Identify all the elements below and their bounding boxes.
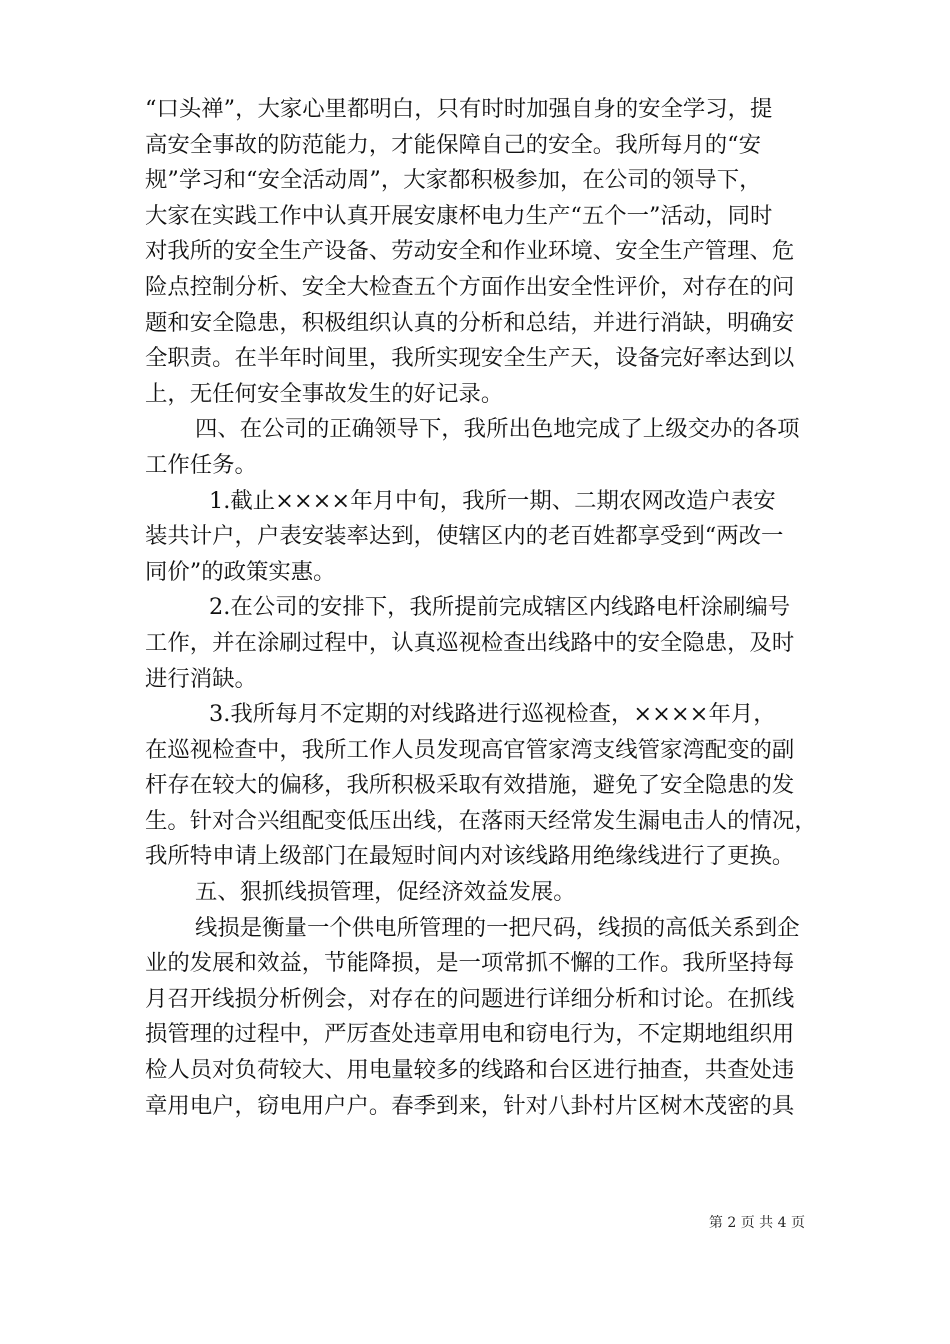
text-line: “口头禅”，大家心里都明白，只有时时加强自身的安全学习，提 [145, 96, 773, 122]
text-line: 高安全事故的防范能力，才能保障自己的安全。我所每月的“安 [145, 131, 761, 158]
text-line: 大家在实践工作中认真开展安康杯电力生产“五个一”活动，同时 [145, 202, 773, 229]
text-line: 章用电户，窃电用户户。春季到来，针对八卦村片区树木茂密的具 [145, 1092, 795, 1119]
page-number-footer: 第 2 页 共 4 页 [708, 1215, 805, 1231]
text-line: 全职责。在半年时间里，我所实现安全生产天，设备完好率达到以 [145, 345, 795, 372]
text-line: 月召开线损分析例会，对存在的问题进行详细分析和讨论。在抓线 [145, 985, 795, 1012]
section-heading-4: 四、在公司的正确领导下，我所出色地完成了上级交办的各项 [195, 416, 800, 443]
text-line: 上，无任何安全事故发生的好记录。 [145, 380, 504, 407]
text-line: 我所特申请上级部门在最短时间内对该线路用绝缘线进行了更换。 [145, 843, 795, 870]
list-item-1: 1.截止××××年月中旬，我所一期、二期农网改造户表安 [209, 487, 776, 514]
text-line: 业的发展和效益，节能降损，是一项常抓不懈的工作。我所坚持每 [145, 950, 795, 977]
list-item-3: 3.我所每月不定期的对线路进行巡视检查，××××年月， [209, 701, 776, 728]
text-line: 题和安全隐患，积极组织认真的分析和总结，并进行消缺，明确安 [145, 309, 795, 336]
text-line: 同价”的政策实惠。 [145, 558, 336, 585]
text-line: 装共计户，户表安装率达到，使辖区内的老百姓都享受到“两改一 [145, 523, 784, 550]
text-line: 进行消缺。 [145, 665, 257, 692]
text-line: 杆存在较大的偏移，我所积极采取有效措施，避免了安全隐患的发 [145, 772, 795, 799]
text-line: 检人员对负荷较大、用电量较多的线路和台区进行抽查，共查处违 [145, 1057, 795, 1084]
text-line: 工作，并在涂刷过程中，认真巡视检查出线路中的安全隐患，及时 [145, 629, 795, 656]
text-line: 规”学习和“安全活动周”，大家都积极参加，在公司的领导下， [145, 167, 762, 194]
body-text [145, 92, 815, 1124]
text-line: 在巡视检查中，我所工作人员发现高官管家湾支线管家湾配变的副 [145, 736, 795, 763]
text-line: 损管理的过程中，严厉查处违章用电和窃电行为，不定期地组织用 [145, 1021, 795, 1048]
section-heading-5: 五、狠抓线损管理，促经济效益发展。 [195, 879, 576, 906]
text-line: 对我所的安全生产设备、劳动安全和作业环境、安全生产管理、危 [145, 238, 795, 265]
text-line: 工作任务。 [145, 451, 257, 478]
list-item-2: 2.在公司的安排下，我所提前完成辖区内线路电杆涂刷编号 [209, 594, 791, 621]
paragraph-start: 线损是衡量一个供电所管理的一把尺码，线损的高低关系到企 [195, 914, 800, 941]
text-line: 险点控制分析、安全大检查五个方面作出安全性评价，对存在的问 [145, 273, 795, 300]
text-line: 生。针对合兴组配变低压出线，在落雨天经常发生漏电击人的情况， [145, 807, 817, 834]
